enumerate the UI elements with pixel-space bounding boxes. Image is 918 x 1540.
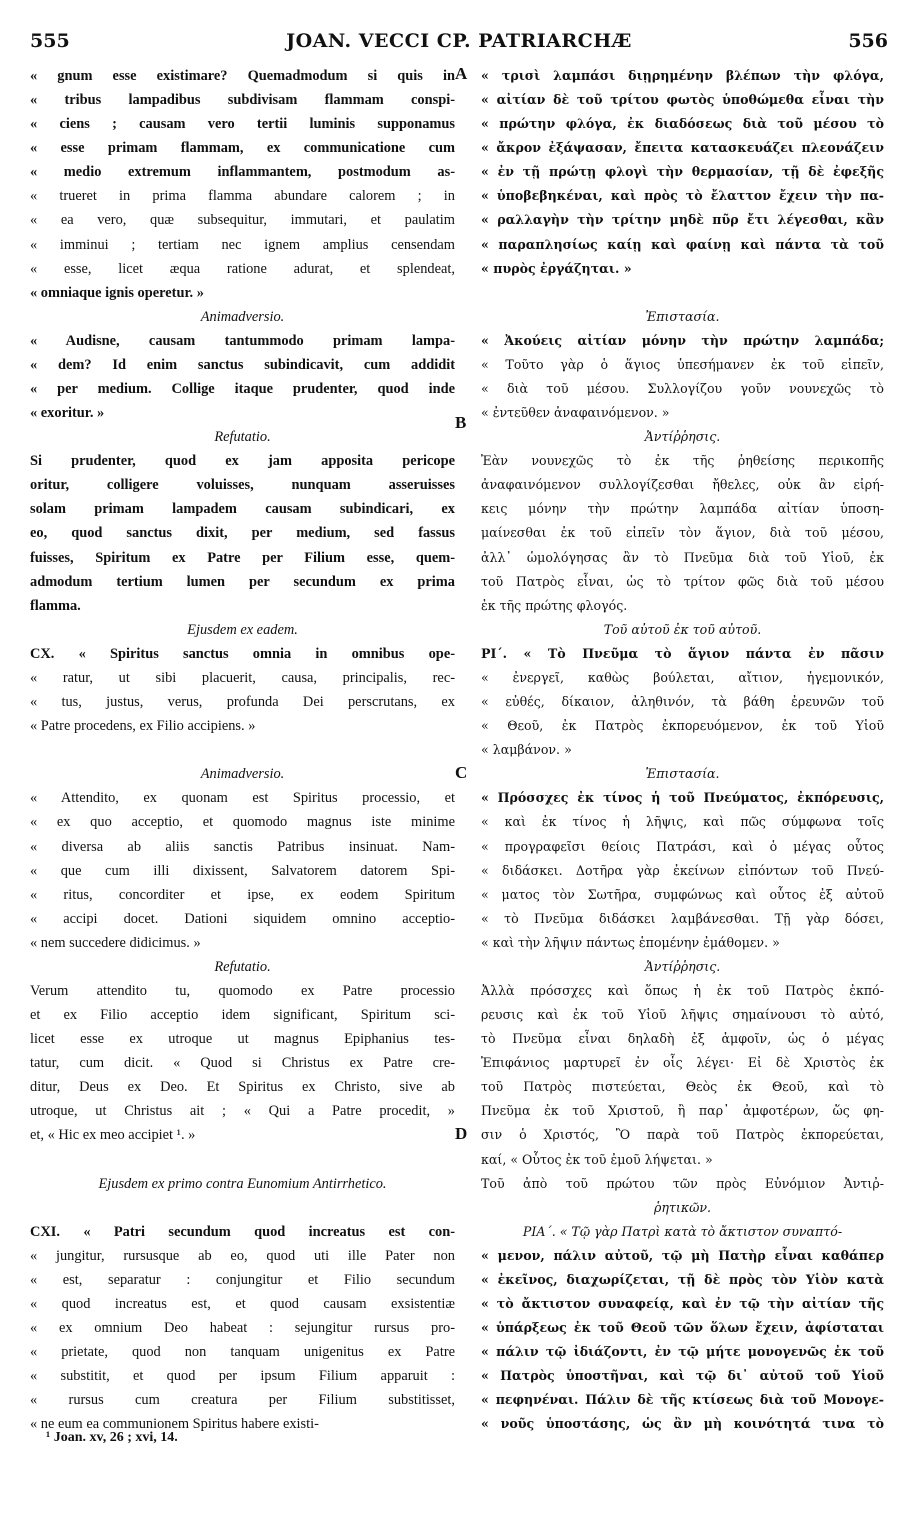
margin-letter-a: A: [455, 64, 468, 83]
text-line: « ἐντεῦθεν ἀναφαινόμενον. »: [481, 405, 670, 421]
text-line: « est, separatur : conjungitur et Filio secundum: [30, 1271, 455, 1288]
text-line: Ἐὰν νουνεχῶς τὸ ἐκ τῆς ῥηθείσης περικοπῆς: [481, 453, 884, 469]
text-line: « Τοῦτο γὰρ ὁ ἅγιος ὑπεσήμανεν ἐκ τοῦ εἰπεῖν,: [481, 356, 884, 372]
blank-line: [30, 1196, 455, 1220]
text-line: « Θεοῦ, ἐκ Πατρὸς ἐκπορευόμενον, ἐκ τοῦ Υἱοῦ: [481, 718, 884, 734]
right-page-number: 556: [848, 30, 888, 52]
text-line: « ratur, ut sibi placuerit, causa, principalis, rec-: [30, 669, 455, 686]
footnote: ¹ Joan. xv, 26 ; xvi, 14.: [46, 1430, 178, 1445]
text-line: admodum tertium lumen per secundum ex prima: [30, 573, 455, 590]
text-line: « per medium. Collige itaque prudenter, quod inde: [30, 381, 455, 398]
text-line: et ex Filio acceptio idem significant, Spiritum sci-: [30, 1007, 455, 1024]
text-line: « ex quo acceptio, et quomodo magnus iste minime: [30, 814, 455, 831]
text-line: « διδάσκει. Δοτῆρα γὰρ ἐκείνων εἰπόντων τοῦ Πνεύ-: [481, 862, 884, 878]
text-line: « esse, licet æqua ratione adurat, et splendeat,: [30, 260, 455, 277]
text-line: μαίνεσθαι ἐκ τοῦ εἰπεῖν τὸν ἅγιον, διὰ τοῦ μέσου,: [481, 525, 884, 541]
text-line: licet esse ex utroque ut magnus Epiphanius tes-: [30, 1031, 455, 1048]
text-line: « Attendito, ex quonam est Spiritus processio, et: [30, 790, 455, 807]
text-line: « diversa ab aliis sanctis Patribus insinuat. Nam-: [30, 838, 455, 855]
text-line: « ματος τὸν Σωτῆρα, συμφώνως καὶ οὗτος ἐξ αὐτοῦ: [481, 886, 884, 902]
text-line: Si prudenter, quod ex jam apposita pericope: [30, 453, 455, 470]
section-heading: Animadversio.: [200, 308, 285, 325]
section-heading: Ἀντίῤῥησις.: [644, 958, 721, 974]
text-line: CX. « Spiritus sanctus omnia in omnibus ope-: [30, 645, 455, 662]
text-line: Ἀλλὰ πρόσσχες καὶ ὅπως ἡ ἐκ τοῦ Πατρὸς ἐκπό-: [481, 982, 884, 998]
text-line: « medio extremum inflammantem, postmodum as-: [30, 164, 455, 181]
text-line: σιν ὁ Χριστός, Ὃ παρὰ τοῦ Πατρὸς ἐκπορεύεται,: [481, 1127, 884, 1143]
text-line: « ὑποβεβηκέναι, καὶ πρὸς τὸ ἔλαττον ἔχειν τὴν πα-: [481, 188, 884, 204]
blank-line: [481, 281, 884, 305]
margin-letter-b: B: [455, 413, 467, 432]
text-line: « quod increatus est, et quod causam exsistentiæ: [30, 1295, 455, 1312]
text-line: utroque, ut Christus ait ; « Qui a Patre procedit, »: [30, 1103, 455, 1120]
text-line: « μενον, πάλιν αὐτοῦ, τῷ μὴ Πατὴρ εἶναι καθάπερ: [481, 1247, 884, 1263]
text-line: tatur, cum dicit. « Quod si Christus ex Patre cre-: [30, 1055, 455, 1072]
text-line: « jungitur, rursusque ab eo, quod uti ille Pater non: [30, 1247, 455, 1264]
blank-line: [30, 738, 455, 762]
text-line: « Πατρὸς ὑποστῆναι, καὶ τῷ δι᾽ αὐτοῦ τοῦ Υἱοῦ: [481, 1368, 884, 1384]
text-line: Verum attendito tu, quomodo ex Patre processio: [30, 982, 455, 999]
section-heading: ῥητικῶν.: [653, 1199, 712, 1215]
text-line: Ἐπιφάνιος μαρτυρεῖ ἐν οἷς λέγει· Εἰ δὲ Χριστὸς ἐκ: [481, 1055, 884, 1071]
text-line: « προγραφεῖσι θείοις Πατράσι, καὶ ὁ μέγας οὗτος: [481, 838, 884, 854]
margin-letter-c: C: [455, 763, 468, 782]
text-line: fuisses, Spiritum ex Patre per Filium esse, quem-: [30, 549, 455, 566]
text-line: « Audisne, causam tantummodo primam lampa-: [30, 332, 455, 349]
text-line: « διὰ τοῦ μέσου. Συλλογίζου γοῦν νουνεχῶς τὸ: [481, 381, 884, 397]
text-line: oritur, colligere voluisses, nunquam asseruisses: [30, 477, 455, 494]
text-line: Πνεῦμα ἐκ τοῦ Χριστοῦ, ἢ παρ᾽ ἀμφοτέρων, ὥς φη-: [481, 1103, 884, 1119]
text-line: « Ἀκούεις αἰτίαν μόνην τὴν πρώτην λαμπάδα;: [481, 332, 884, 348]
text-line: « ἐνεργεῖ, καθὼς βούλεται, αἴτιον, ἡγεμονικόν,: [481, 669, 884, 685]
text-line: « substitit, et quod per ipsum Filium apparuit :: [30, 1368, 455, 1385]
section-heading: Refutatio.: [214, 958, 271, 975]
latin-column: [30, 64, 455, 1436]
text-line: « ex omnium Deo habeat : sejungitur rursus pro-: [30, 1320, 455, 1337]
text-line: « Patre procedens, ex Filio accipiens. »: [30, 718, 256, 735]
text-line: « exoritur. »: [30, 405, 105, 422]
text-line: « ea vero, quæ subsequitur, immutari, et paulatim: [30, 212, 455, 229]
left-page-number: 555: [30, 30, 70, 52]
section-heading: Ejusdem ex eadem.: [187, 621, 298, 638]
text-line: « dem? Id enim sanctus subindicavit, cum addidit: [30, 356, 455, 373]
text-line: solam primam lampadem causam subindicari, ex: [30, 501, 455, 518]
text-line: et, « Hic ex meo accipiet ¹. »: [30, 1127, 196, 1144]
text-line: « omniaque ignis operetur. »: [30, 284, 204, 301]
text-line: « τὸ ἄκτιστον συναφείᾳ, καὶ ἐν τῷ τὴν αἰτίαν τῆς: [481, 1295, 884, 1311]
text-line: ditur, Deus ex Deo. Et Spiritus ex Christo, sive ab: [30, 1079, 455, 1096]
text-line: ἀλλ᾽ ὡμολόγησας ἂν τὸ Πνεῦμα διὰ τοῦ Υἱοῦ, ἐκ: [481, 549, 884, 565]
text-line: « ἄκρον ἐξάψασαν, ἔπειτα κατασκευάζει πλεονάζειν: [481, 140, 884, 156]
section-heading: Τοῦ αὐτοῦ ἐκ τοῦ αὐτοῦ.: [603, 621, 762, 637]
running-header: [30, 30, 888, 52]
text-line: κεις μόνην τὴν πρώτην λαμπάδα αἰτίαν ὑποση-: [481, 501, 884, 517]
greek-column: [481, 64, 884, 1436]
text-line: ἐκ τῆς πρώτης φλογός.: [481, 597, 628, 613]
text-line: flamma.: [30, 597, 81, 614]
text-line: ρευσις καὶ ἐκ τοῦ Υἱοῦ λῆψις σημαίνουσι τὸ αὐτό,: [481, 1007, 884, 1023]
text-line: « καὶ ἐκ τίνος ἡ λῆψις, καὶ πῶς σύμφωνα τοῖς: [481, 814, 884, 830]
text-line: καί, « Οὗτος ἐκ τοῦ ἐμοῦ λήψεται. »: [481, 1151, 713, 1167]
text-line: « αἰτίαν δὲ τοῦ τρίτου φωτὸς ὑποθώμεθα εἶναι τὴν: [481, 92, 884, 108]
text-line: « τρισὶ λαμπάσι διῃρημένην βλέπων τὴν φλόγα,: [481, 68, 884, 83]
text-line: « ἐν τῇ πρώτῃ φλογὶ τὴν θερμασίαν, τῇ δὲ ἐφεξῆς: [481, 164, 884, 180]
text-line: « παραπλησίως καίῃ καὶ φαίνῃ καὶ πάντα τὰ τοῦ: [481, 236, 884, 252]
section-heading: Ἀντίῤῥησις.: [644, 429, 721, 445]
text-line: τὸ Πνεῦμα εἶναι δηλαδὴ ἐξ ἀμφοῖν, ὡς ὁ μέγας: [481, 1031, 884, 1047]
section-heading: Ejusdem ex primo contra Eunomium Antirrhetico.: [98, 1175, 387, 1192]
text-line: « πρώτην φλόγα, ἐκ διαδόσεως διὰ τοῦ μέσου τὸ: [481, 116, 884, 132]
text-line: τοῦ Πατρὸς εἶναι, ὡς τὸ τρίτον φῶς διὰ τοῦ μέσου: [481, 573, 884, 589]
section-heading: ΡΙΑ΄. « Τῷ γὰρ Πατρὶ κατὰ τὸ ἄκτιστον συναπτό-: [522, 1223, 843, 1239]
text-line: τοῦ Πατρὸς πιστεύεται, Θεὸς ἐκ Θεοῦ, καὶ τὸ: [481, 1079, 884, 1095]
text-line: « λαμβάνον. »: [481, 742, 572, 758]
text-line: CXI. « Patri secundum quod increatus est con-: [30, 1223, 455, 1240]
text-line: « ritus, concorditer et ipse, ex eodem Spiritum: [30, 886, 455, 903]
text-line: « esse primam flammam, ex communicatione cum: [30, 140, 455, 157]
section-heading: Ἐπιστασία.: [645, 766, 720, 782]
section-heading: Refutatio.: [214, 429, 271, 446]
section-heading: Animadversio.: [200, 766, 285, 783]
text-line: « εὐθές, δίκαιον, ἀληθινόν, τὰ βάθη ἐρευνῶν τοῦ: [481, 694, 884, 710]
text-line: « imminui ; tertiam nec ignem amplius censendam: [30, 236, 455, 253]
text-line: « trueret in prima flamma abundare calorem ; in: [30, 188, 455, 205]
text-line: ἀναφαινόμενον συλλογίζεσθαι ἤθελες, οὐκ ἂν εἰρή-: [481, 477, 884, 493]
text-line: « πάλιν τῷ ἰδιάζοντι, ἐν τῷ μήτε μονογενῶς ἐκ τοῦ: [481, 1344, 884, 1360]
text-line: Τοῦ ἀπὸ τοῦ πρώτου τῶν πρὸς Εὐνόμιον Ἀντιῤ-: [481, 1175, 884, 1191]
text-line: « τὸ Πνεῦμα διδάσκει λαμβάνεσθαι. Τῇ γὰρ δόσει,: [481, 910, 884, 926]
text-line: « tribus lampadibus subdivisam flammam conspi-: [30, 92, 455, 109]
margin-letter-d: D: [455, 1124, 468, 1143]
text-line: « ἐκεῖνος, διαχωρίζεται, τῇ δὲ πρὸς τὸν Υἱὸν κατὰ: [481, 1271, 884, 1287]
text-line: « νοῦς ὑποστάσης, ὡς ἂν μὴ κοινότητά τινα τὸ: [481, 1416, 884, 1432]
text-line: « ciens ; causam vero tertii luminis supponamus: [30, 116, 455, 133]
text-line: « nem succedere didicimus. »: [30, 934, 201, 951]
text-line: eo, quod sanctus dixit, per medium, sed fassus: [30, 525, 455, 542]
text-line: ΡΙ΄. « Τὸ Πνεῦμα τὸ ἅγιον πάντα ἐν πᾶσιν: [481, 645, 884, 661]
text-line: « πεφηνέναι. Πάλιν δὲ τῆς κτίσεως διὰ τοῦ Μονογε-: [481, 1392, 884, 1408]
text-line: « πυρὸς ἐργάζηται. »: [481, 260, 632, 276]
running-title: JOAN. VECCI CP. PATRIARCHÆ: [286, 30, 632, 52]
text-line: « que cum illi dixissent, Salvatorem datorem Spi-: [30, 862, 455, 879]
section-heading: Ἐπιστασία.: [645, 308, 720, 324]
text-line: « Πρόσσχες ἐκ τίνος ἡ τοῦ Πνεύματος, ἐκπόρευσις,: [481, 790, 884, 806]
text-line: « prietate, quod non tanquam unigenitus ex Patre: [30, 1344, 455, 1361]
text-line: « ne eum ea communionem Spiritus habere existi-: [30, 1416, 319, 1433]
text-line: « ὑπάρξεως ἐκ τοῦ Θεοῦ τῶν ὅλων ἔχειν, ἀφίσταται: [481, 1320, 884, 1336]
text-line: « rursus cum creatura per Filium substitisset,: [30, 1392, 455, 1409]
text-line: « gnum esse existimare? Quemadmodum si quis in: [30, 68, 455, 84]
text-line: « accipi docet. Dationi siquidem omnino acceptio-: [30, 910, 455, 927]
text-line: « tus, justus, verus, profunda Dei perscrutans, ex: [30, 694, 455, 711]
text-line: « καὶ τὴν λῆψιν πάντως ἑπομένην ἐμάθομεν. »: [481, 934, 780, 950]
text-line: « ραλλαγὴν τὴν τρίτην μηδὲ πῦρ ἔτι λέγεσθαι, κἂν: [481, 212, 884, 228]
blank-line: [30, 1148, 455, 1172]
